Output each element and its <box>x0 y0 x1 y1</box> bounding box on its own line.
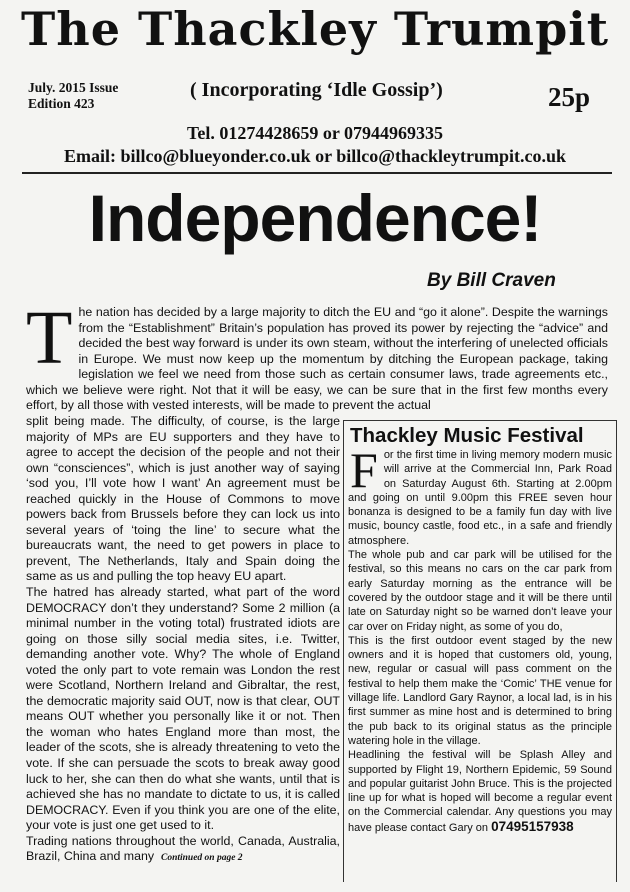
continued-note: Continued on page 2 <box>161 853 243 864</box>
article-paragraph: The hatred has already started, what part of the word DEMOCRACY don’t they understand? Some 2 million (a minimal number in the voting total) frustrated idiots are going on those silly social media sites, i.e. Twitter, demanding another vote. Why? The whole of England voted the only part to vote remain was London the rest were Scotland, Northern Ireland and Gibraltar, the rest, the democratic majority said OUT, now is that clear, OUT means OUT whether you personally like it or not. Then the woman who hates England more than most, the leader of the scots, she is already threatening to veto the vote. If she can persuade the scots to break away good luck to her, she can then do what she wants, until that is achieved she has no mandate to dictate to us, it is called DEMOCRACY. Even if you think you are one of the elite, your vote is just one get used to it. <box>26 585 340 833</box>
headline: Independence! <box>88 181 542 255</box>
festival-phone: 07495157938 <box>491 818 574 834</box>
masthead-title: The Thackley Trumpit <box>21 2 609 56</box>
article-last-line: Trading nations throughout the world, Canada, Australia, Brazil, China and many <box>26 833 340 864</box>
subtitle: ( Incorporating ‘Idle Gossip’) <box>190 79 443 101</box>
festival-dropcap: F <box>350 442 378 498</box>
issue-date: July. 2015 Issue <box>28 80 119 95</box>
contact-email: Email: billco@blueyonder.co.uk or billco@thackleytrumpit.co.uk <box>63 146 567 166</box>
issue-edition: Edition 423 <box>28 96 95 111</box>
contact-phone: Tel. 01274428659 or 07944969335 <box>186 123 443 143</box>
byline: By Bill Craven <box>427 270 556 291</box>
article-paragraph: split being made. The difficulty, of course, is the large majority of MPs are EU supporters and they have to agree to accept the decision of the people and not their own “consciences”, which is just another way of saying ‘sod you, I’ll vote how I want’ An agreement must be reached quickly in the House of Commons to move powers back from Brussels before they can lock us into several years of ‘toing the line’ to secure what the bureaucrats want, the need to get powers in place to prevent, The Netherlands, Italy and Spain doing the same as us and pulling the top heavy EU apart. <box>26 414 340 584</box>
header-divider <box>22 172 612 174</box>
festival-article <box>348 442 612 835</box>
article-paragraph <box>26 834 340 867</box>
festival-paragraph: The whole pub and car park will be utilised for the festival, so this means no cars on the car park from early Saturday morning as the entrance will be covered by the outdoor stage and it will be there until late on Saturday night so be warned don’t leave your car over on Friday night, as some of you do, <box>348 549 612 633</box>
festival-paragraph <box>348 442 612 548</box>
article-intro <box>26 296 608 414</box>
festival-paragraph <box>348 748 612 835</box>
festival-intro-text: or the first time in living memory modern music will arrive at the Commercial Inn, Park Road on Saturday August 6th. Starting at 2.00pm and going on until 9.00pm this FREE seven hour bonanza is designed to be a family fun day with live music, bouncy castle, food etc., in a safe and friendly atmosphere. <box>348 449 612 547</box>
article-column <box>26 414 340 867</box>
festival-paragraph: This is the first outdoor event staged by the new owners and it is hoped that customers old, young, new, regular or casual will pass comment on the festival to help them make the ‘Comic’ THE venue for village life. Landlord Gary Raynor, a local lad, is in his first summer as mine host and is determined to bring the pub back to its original status as the principle watering hole in the village. <box>348 634 612 747</box>
article-dropcap: T <box>26 296 73 380</box>
festival-last-text: Headlining the festival will be Splash Alley and supported by Flight 19, Northern Epidemic, 59 Sound and popular guitarist John Bruce. This is the projected line up for what is hoped will become a regular event on the Commercial calendar. Any questions you may have please contact Gary on <box>348 749 612 834</box>
issue-info <box>28 80 118 112</box>
price: 25p <box>548 82 591 112</box>
festival-title: Thackley Music Festival <box>350 424 584 447</box>
article-intro-text: he nation has decided by a large majority to ditch the EU and “go it alone”. Despite the warnings from the “Establishment” Britain’s population has proved its power by rejecting the “advice” and decided the best way forward is under its own steam, without the interfering of unelected officials in Europe. We must now keep up the momentum by ditching the European package, taking legislation we feel we need from those such as certain consumer laws, trade agreements etc., which we believe were right. Not that it will be easy, we can be sure that in the first few months every effort, by all those with vested interests, will be made to prevent the actual <box>26 305 608 412</box>
